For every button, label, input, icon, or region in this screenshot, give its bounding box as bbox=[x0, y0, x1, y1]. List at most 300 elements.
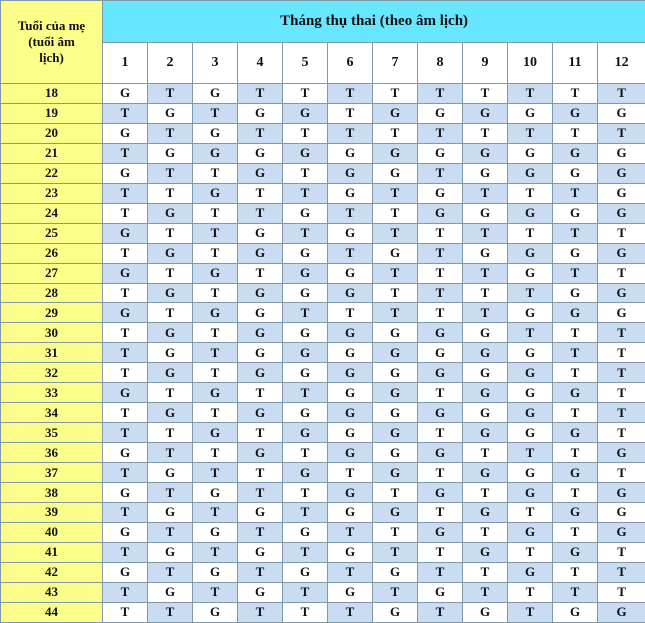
gender-result-cell: G bbox=[553, 383, 598, 403]
table-row bbox=[1, 602, 645, 622]
gender-result-cell: T bbox=[148, 263, 193, 283]
gender-result-cell: G bbox=[148, 203, 193, 223]
gender-result-cell: G bbox=[193, 263, 238, 283]
gender-result-cell: T bbox=[148, 383, 193, 403]
gender-result-cell: T bbox=[598, 383, 645, 403]
gender-result-cell: T bbox=[238, 84, 283, 104]
gender-result-cell: T bbox=[598, 463, 645, 483]
gender-result-cell: T bbox=[148, 562, 193, 582]
gender-result-cell: G bbox=[373, 143, 418, 163]
gender-result-cell: G bbox=[283, 463, 328, 483]
gender-result-cell: G bbox=[598, 522, 645, 542]
gender-result-cell: G bbox=[283, 363, 328, 383]
gender-result-cell: T bbox=[103, 323, 148, 343]
table-row bbox=[1, 143, 645, 163]
gender-result-cell: G bbox=[328, 183, 373, 203]
gender-result-cell: G bbox=[148, 323, 193, 343]
gender-result-cell: G bbox=[238, 443, 283, 463]
gender-result-cell: G bbox=[193, 303, 238, 323]
gender-result-cell: T bbox=[238, 123, 283, 143]
table-row bbox=[1, 203, 645, 223]
gender-result-cell: G bbox=[373, 343, 418, 363]
gender-result-cell: T bbox=[283, 84, 328, 104]
mother-age-cell: 30 bbox=[1, 323, 103, 343]
month-header-cell: 11 bbox=[553, 43, 598, 84]
gender-result-cell: G bbox=[553, 542, 598, 562]
gender-result-cell: G bbox=[328, 143, 373, 163]
gender-result-cell: T bbox=[463, 263, 508, 283]
gender-result-cell: T bbox=[238, 463, 283, 483]
gender-result-cell: T bbox=[148, 84, 193, 104]
table-row bbox=[1, 223, 645, 243]
gender-result-cell: T bbox=[328, 84, 373, 104]
gender-result-cell: G bbox=[508, 203, 553, 223]
gender-result-cell: G bbox=[193, 423, 238, 443]
gender-result-cell: T bbox=[103, 243, 148, 263]
gender-result-cell: T bbox=[553, 582, 598, 602]
gender-result-cell: T bbox=[193, 103, 238, 123]
table-row bbox=[1, 542, 645, 562]
gender-result-cell: T bbox=[373, 123, 418, 143]
mother-age-header-line: lịch) bbox=[39, 50, 64, 65]
gender-result-cell: T bbox=[103, 423, 148, 443]
gender-result-cell: T bbox=[598, 343, 645, 363]
gender-result-cell: T bbox=[508, 84, 553, 104]
gender-result-cell: T bbox=[553, 223, 598, 243]
gender-result-cell: G bbox=[328, 483, 373, 503]
mother-age-cell: 20 bbox=[1, 123, 103, 143]
gender-result-cell: G bbox=[328, 423, 373, 443]
mother-age-cell: 34 bbox=[1, 403, 103, 423]
gender-result-cell: G bbox=[598, 103, 645, 123]
gender-result-cell: G bbox=[463, 323, 508, 343]
gender-result-cell: T bbox=[103, 582, 148, 602]
gender-result-cell: G bbox=[238, 542, 283, 562]
gender-result-cell: T bbox=[328, 602, 373, 622]
gender-result-cell: G bbox=[598, 243, 645, 263]
gender-result-cell: G bbox=[283, 103, 328, 123]
gender-result-cell: T bbox=[103, 183, 148, 203]
gender-result-cell: T bbox=[418, 243, 463, 263]
gender-result-cell: T bbox=[148, 123, 193, 143]
gender-result-cell: G bbox=[553, 463, 598, 483]
month-header-cell: 8 bbox=[418, 43, 463, 84]
gender-result-cell: G bbox=[373, 383, 418, 403]
table-body bbox=[1, 84, 645, 623]
gender-result-cell: T bbox=[553, 263, 598, 283]
gender-result-cell: T bbox=[103, 503, 148, 523]
gender-result-cell: G bbox=[238, 582, 283, 602]
gender-result-cell: G bbox=[373, 463, 418, 483]
gender-result-cell: G bbox=[103, 123, 148, 143]
gender-result-cell: G bbox=[283, 323, 328, 343]
gender-result-cell: G bbox=[283, 522, 328, 542]
gender-result-cell: T bbox=[193, 223, 238, 243]
gender-result-cell: G bbox=[508, 363, 553, 383]
gender-result-cell: T bbox=[193, 582, 238, 602]
gender-result-cell: T bbox=[328, 522, 373, 542]
gender-result-cell: T bbox=[238, 423, 283, 443]
mother-age-cell: 31 bbox=[1, 343, 103, 363]
gender-result-cell: G bbox=[238, 243, 283, 263]
gender-result-cell: T bbox=[283, 303, 328, 323]
gender-result-cell: T bbox=[103, 103, 148, 123]
gender-result-cell: T bbox=[373, 223, 418, 243]
gender-result-cell: G bbox=[148, 463, 193, 483]
gender-result-cell: G bbox=[508, 163, 553, 183]
gender-result-cell: T bbox=[103, 283, 148, 303]
gender-result-cell: G bbox=[463, 602, 508, 622]
gender-result-cell: G bbox=[598, 503, 645, 523]
gender-result-cell: G bbox=[148, 103, 193, 123]
table-row bbox=[1, 383, 645, 403]
table-row bbox=[1, 84, 645, 104]
mother-age-header-line: Tuổi của mẹ bbox=[17, 18, 86, 33]
gender-result-cell: G bbox=[418, 522, 463, 542]
gender-result-cell: T bbox=[508, 443, 553, 463]
mother-age-cell: 44 bbox=[1, 602, 103, 622]
gender-result-cell: T bbox=[148, 522, 193, 542]
gender-result-cell: T bbox=[193, 283, 238, 303]
gender-result-cell: G bbox=[508, 263, 553, 283]
gender-result-cell: G bbox=[328, 542, 373, 562]
gender-result-cell: T bbox=[553, 123, 598, 143]
gender-result-cell: G bbox=[418, 323, 463, 343]
gender-result-cell: G bbox=[463, 503, 508, 523]
gender-result-cell: T bbox=[328, 243, 373, 263]
gender-result-cell: T bbox=[553, 183, 598, 203]
gender-result-cell: G bbox=[283, 562, 328, 582]
gender-result-cell: G bbox=[148, 283, 193, 303]
mother-age-cell: 24 bbox=[1, 203, 103, 223]
gender-result-cell: T bbox=[508, 123, 553, 143]
gender-result-cell: T bbox=[463, 183, 508, 203]
gender-result-cell: G bbox=[508, 303, 553, 323]
gender-result-cell: G bbox=[463, 343, 508, 363]
gender-result-cell: G bbox=[463, 403, 508, 423]
gender-result-cell: G bbox=[418, 203, 463, 223]
table-row bbox=[1, 343, 645, 363]
gender-result-cell: G bbox=[373, 403, 418, 423]
gender-result-cell: T bbox=[373, 303, 418, 323]
gender-result-cell: T bbox=[418, 602, 463, 622]
gender-result-cell: T bbox=[508, 223, 553, 243]
month-header-cell: 3 bbox=[193, 43, 238, 84]
gender-result-cell: G bbox=[508, 562, 553, 582]
gender-result-cell: G bbox=[373, 423, 418, 443]
gender-result-cell: G bbox=[373, 243, 418, 263]
gender-result-cell: G bbox=[103, 163, 148, 183]
mother-age-cell: 21 bbox=[1, 143, 103, 163]
gender-result-cell: G bbox=[238, 163, 283, 183]
gender-result-cell: T bbox=[283, 503, 328, 523]
gender-result-cell: T bbox=[373, 84, 418, 104]
gender-result-cell: G bbox=[508, 423, 553, 443]
gender-result-cell: G bbox=[553, 503, 598, 523]
gender-result-cell: G bbox=[103, 383, 148, 403]
gender-result-cell: T bbox=[103, 363, 148, 383]
gender-result-cell: G bbox=[193, 562, 238, 582]
gender-result-cell: G bbox=[148, 343, 193, 363]
gender-result-cell: T bbox=[598, 123, 645, 143]
gender-result-cell: T bbox=[328, 303, 373, 323]
gender-result-cell: T bbox=[283, 582, 328, 602]
gender-result-cell: T bbox=[418, 123, 463, 143]
gender-result-cell: T bbox=[193, 463, 238, 483]
table-row bbox=[1, 303, 645, 323]
gender-result-cell: T bbox=[598, 423, 645, 443]
gender-result-cell: T bbox=[103, 343, 148, 363]
gender-result-cell: T bbox=[373, 203, 418, 223]
gender-result-cell: G bbox=[553, 602, 598, 622]
gender-result-cell: T bbox=[418, 283, 463, 303]
gender-result-cell: T bbox=[463, 582, 508, 602]
gender-result-cell: T bbox=[553, 84, 598, 104]
table-row bbox=[1, 283, 645, 303]
gender-result-cell: G bbox=[148, 243, 193, 263]
mother-age-cell: 38 bbox=[1, 483, 103, 503]
gender-result-cell: T bbox=[148, 602, 193, 622]
mother-age-cell: 25 bbox=[1, 223, 103, 243]
gender-result-cell: T bbox=[463, 522, 508, 542]
month-header-cell: 4 bbox=[238, 43, 283, 84]
gender-result-cell: G bbox=[508, 103, 553, 123]
gender-result-cell: G bbox=[283, 403, 328, 423]
table-row bbox=[1, 483, 645, 503]
gender-result-cell: G bbox=[373, 602, 418, 622]
table-row bbox=[1, 503, 645, 523]
gender-result-cell: G bbox=[418, 483, 463, 503]
gender-result-cell: G bbox=[373, 562, 418, 582]
gender-result-cell: G bbox=[148, 363, 193, 383]
gender-result-cell: T bbox=[553, 403, 598, 423]
gender-result-cell: G bbox=[373, 363, 418, 383]
gender-result-cell: T bbox=[418, 562, 463, 582]
gender-result-cell: T bbox=[148, 223, 193, 243]
gender-result-cell: T bbox=[148, 423, 193, 443]
gender-result-cell: T bbox=[598, 323, 645, 343]
gender-result-cell: T bbox=[373, 283, 418, 303]
gender-result-cell: T bbox=[418, 383, 463, 403]
gender-result-cell: G bbox=[193, 123, 238, 143]
gender-result-cell: G bbox=[553, 423, 598, 443]
gender-result-cell: G bbox=[418, 143, 463, 163]
gender-result-cell: T bbox=[598, 403, 645, 423]
gender-result-cell: T bbox=[328, 103, 373, 123]
gender-result-cell: G bbox=[103, 522, 148, 542]
gender-result-cell: T bbox=[328, 123, 373, 143]
mother-age-cell: 28 bbox=[1, 283, 103, 303]
gender-result-cell: G bbox=[283, 343, 328, 363]
mother-age-cell: 26 bbox=[1, 243, 103, 263]
gender-result-cell: G bbox=[193, 522, 238, 542]
gender-result-cell: G bbox=[508, 383, 553, 403]
gender-result-cell: G bbox=[373, 443, 418, 463]
gender-result-cell: T bbox=[103, 143, 148, 163]
mother-age-cell: 36 bbox=[1, 443, 103, 463]
gender-result-cell: G bbox=[238, 323, 283, 343]
gender-result-cell: G bbox=[148, 403, 193, 423]
gender-result-cell: G bbox=[103, 223, 148, 243]
gender-result-cell: T bbox=[283, 183, 328, 203]
gender-result-cell: G bbox=[373, 103, 418, 123]
gender-result-cell: T bbox=[283, 602, 328, 622]
gender-result-cell: T bbox=[103, 542, 148, 562]
gender-result-cell: T bbox=[508, 542, 553, 562]
gender-result-cell: G bbox=[463, 463, 508, 483]
table-row bbox=[1, 263, 645, 283]
gender-result-cell: G bbox=[508, 522, 553, 542]
gender-result-cell: G bbox=[553, 283, 598, 303]
gender-result-cell: G bbox=[598, 143, 645, 163]
gender-result-cell: T bbox=[148, 443, 193, 463]
gender-result-cell: G bbox=[418, 403, 463, 423]
gender-result-cell: G bbox=[373, 323, 418, 343]
gender-result-cell: G bbox=[103, 263, 148, 283]
gender-result-cell: T bbox=[373, 483, 418, 503]
gender-result-cell: G bbox=[553, 163, 598, 183]
gender-result-cell: T bbox=[193, 363, 238, 383]
gender-result-cell: G bbox=[238, 303, 283, 323]
gender-result-cell: T bbox=[373, 183, 418, 203]
gender-result-cell: T bbox=[283, 123, 328, 143]
mother-age-cell: 39 bbox=[1, 503, 103, 523]
month-header-cell: 7 bbox=[373, 43, 418, 84]
month-header-cell: 5 bbox=[283, 43, 328, 84]
gender-result-cell: G bbox=[463, 103, 508, 123]
gender-result-cell: G bbox=[463, 203, 508, 223]
gender-result-cell: G bbox=[193, 84, 238, 104]
gender-result-cell: T bbox=[103, 203, 148, 223]
gender-result-cell: G bbox=[328, 163, 373, 183]
gender-result-cell: T bbox=[238, 562, 283, 582]
gender-result-cell: G bbox=[463, 383, 508, 403]
gender-result-cell: G bbox=[463, 542, 508, 562]
mother-age-cell: 37 bbox=[1, 463, 103, 483]
gender-result-cell: G bbox=[418, 582, 463, 602]
gender-result-cell: T bbox=[463, 303, 508, 323]
gender-result-cell: G bbox=[373, 503, 418, 523]
table-row bbox=[1, 403, 645, 423]
gender-result-cell: G bbox=[103, 562, 148, 582]
gender-result-cell: T bbox=[553, 443, 598, 463]
gender-result-cell: G bbox=[463, 363, 508, 383]
gender-result-cell: G bbox=[193, 143, 238, 163]
gender-result-cell: G bbox=[238, 403, 283, 423]
gender-result-cell: T bbox=[148, 483, 193, 503]
month-header-cell: 6 bbox=[328, 43, 373, 84]
gender-result-cell: T bbox=[328, 463, 373, 483]
gender-result-cell: T bbox=[418, 263, 463, 283]
gender-result-cell: G bbox=[193, 602, 238, 622]
gender-result-cell: G bbox=[283, 423, 328, 443]
gender-result-cell: G bbox=[103, 84, 148, 104]
gender-result-cell: T bbox=[193, 243, 238, 263]
gender-result-cell: G bbox=[418, 363, 463, 383]
gender-result-cell: G bbox=[283, 263, 328, 283]
gender-result-cell: G bbox=[103, 303, 148, 323]
mother-age-cell: 23 bbox=[1, 183, 103, 203]
gender-result-cell: T bbox=[508, 602, 553, 622]
month-header-cell: 2 bbox=[148, 43, 193, 84]
table-row bbox=[1, 443, 645, 463]
table-row bbox=[1, 163, 645, 183]
gender-result-cell: T bbox=[508, 283, 553, 303]
gender-result-cell: T bbox=[103, 463, 148, 483]
table-row bbox=[1, 323, 645, 343]
gender-result-cell: T bbox=[418, 542, 463, 562]
gender-result-cell: T bbox=[418, 303, 463, 323]
mother-age-cell: 18 bbox=[1, 84, 103, 104]
gender-result-cell: G bbox=[463, 243, 508, 263]
title-row bbox=[1, 1, 645, 43]
gender-result-cell: G bbox=[328, 443, 373, 463]
gender-result-cell: T bbox=[418, 84, 463, 104]
gender-result-cell: G bbox=[328, 363, 373, 383]
gender-result-cell: G bbox=[418, 343, 463, 363]
gender-result-cell: G bbox=[418, 443, 463, 463]
gender-result-cell: G bbox=[598, 163, 645, 183]
gender-result-cell: T bbox=[463, 84, 508, 104]
gender-result-cell: T bbox=[598, 223, 645, 243]
gender-result-cell: G bbox=[328, 223, 373, 243]
gender-result-cell: G bbox=[598, 303, 645, 323]
gender-result-cell: G bbox=[283, 203, 328, 223]
gender-result-cell: T bbox=[418, 503, 463, 523]
gender-result-cell: G bbox=[328, 323, 373, 343]
gender-result-cell: G bbox=[238, 223, 283, 243]
gender-result-cell: T bbox=[598, 363, 645, 383]
gender-result-cell: G bbox=[328, 383, 373, 403]
gender-result-cell: T bbox=[553, 522, 598, 542]
month-header-cell: 1 bbox=[103, 43, 148, 84]
table-row bbox=[1, 463, 645, 483]
gender-result-cell: T bbox=[193, 343, 238, 363]
gender-result-cell: T bbox=[463, 283, 508, 303]
gender-result-cell: G bbox=[598, 203, 645, 223]
gender-result-cell: G bbox=[463, 143, 508, 163]
gender-result-cell: T bbox=[553, 363, 598, 383]
gender-result-cell: G bbox=[328, 283, 373, 303]
gender-result-cell: T bbox=[238, 383, 283, 403]
gender-result-cell: T bbox=[463, 483, 508, 503]
gender-result-cell: T bbox=[463, 443, 508, 463]
mother-age-cell: 40 bbox=[1, 522, 103, 542]
gender-result-cell: G bbox=[238, 103, 283, 123]
mother-age-cell: 33 bbox=[1, 383, 103, 403]
gender-result-cell: G bbox=[148, 542, 193, 562]
gender-result-cell: T bbox=[373, 522, 418, 542]
gender-result-cell: G bbox=[238, 363, 283, 383]
gender-result-cell: T bbox=[598, 582, 645, 602]
conception-month-title: Tháng thụ thai (theo âm lịch) bbox=[103, 1, 645, 43]
gender-result-cell: G bbox=[283, 243, 328, 263]
gender-result-cell: T bbox=[193, 163, 238, 183]
gender-result-cell: G bbox=[283, 143, 328, 163]
gender-result-cell: T bbox=[553, 483, 598, 503]
mother-age-cell: 19 bbox=[1, 103, 103, 123]
table-row bbox=[1, 582, 645, 602]
gender-result-cell: G bbox=[193, 383, 238, 403]
table-row bbox=[1, 183, 645, 203]
gender-result-cell: T bbox=[553, 323, 598, 343]
gender-result-cell: T bbox=[373, 263, 418, 283]
gender-result-cell: T bbox=[418, 223, 463, 243]
gender-result-cell: T bbox=[238, 263, 283, 283]
gender-result-cell: G bbox=[553, 103, 598, 123]
gender-result-cell: G bbox=[283, 283, 328, 303]
gender-result-cell: G bbox=[328, 582, 373, 602]
